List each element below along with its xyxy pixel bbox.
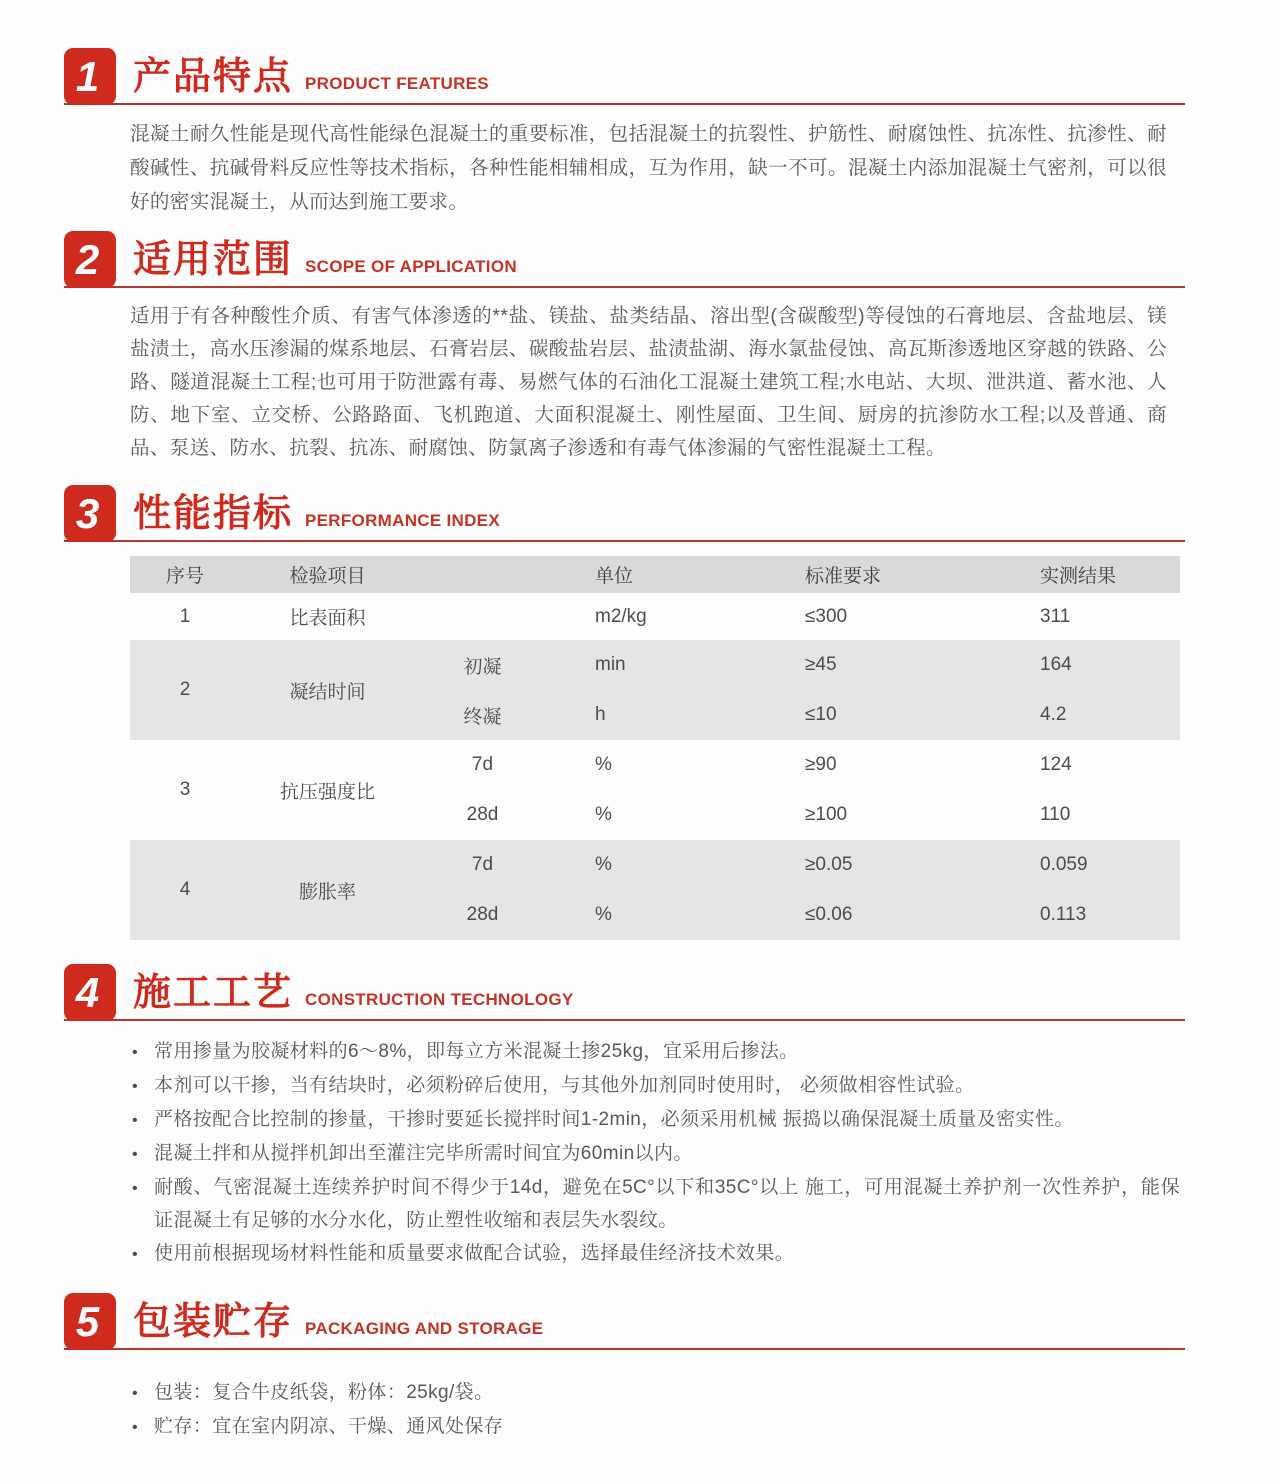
section-number-badge: 2	[64, 231, 116, 288]
bullet-text: 严格按配合比控制的掺量，干掺时要延长搅拌时间1-2min，必须采用机械 振捣以确保混凝土质量及密实性。	[154, 1109, 1074, 1130]
section-title-zh: 包装贮存	[133, 1301, 294, 1343]
section-title-en: CONSTRUCTION TECHNOLOGY	[305, 990, 574, 1009]
cell-result: 311	[1040, 605, 1071, 627]
list-item	[132, 1103, 1180, 1137]
bullet-list	[132, 1035, 1180, 1271]
column-header-unit: 单位	[595, 566, 634, 587]
section-header	[64, 231, 1185, 288]
section-number-badge: 5	[64, 1293, 116, 1350]
cell-sub: 7d	[471, 754, 494, 775]
section-number-badge: 1	[64, 48, 116, 105]
bullet-text: 常用掺量为胶凝材料的6～8%，即每立方米混凝土掺25kg，宜采用后掺法。	[154, 1041, 799, 1062]
section-construction-technology	[0, 964, 1280, 1271]
cell-result: 0.113	[1040, 904, 1087, 925]
cell-seq: 3	[179, 779, 191, 800]
section-title-zh: 适用范围	[133, 239, 294, 281]
cell-unit: min	[595, 654, 626, 675]
section-packaging-and-storage	[0, 1293, 1280, 1444]
bullet-text: 包装：复合牛皮纸袋，粉体：25kg/袋。	[154, 1382, 494, 1403]
section-number-badge: 4	[64, 964, 116, 1021]
section-title-zh: 性能指标	[133, 493, 294, 535]
column-header-item: 检验项目	[289, 566, 366, 587]
table-subrow	[415, 640, 1180, 690]
cell-seq: 1	[179, 605, 191, 627]
bullet-icon: •	[132, 1078, 139, 1095]
table-subrow	[415, 840, 1180, 890]
bullet-text: 本剂可以干掺，当有结块时，必须粉碎后使用，与其他外加剂同时使用时， 必须做相容性试验。	[154, 1075, 975, 1096]
column-header-standard: 标准要求	[805, 566, 882, 587]
list-item	[132, 1035, 1180, 1069]
table-subrow	[415, 890, 1180, 940]
section-scope-of-application	[0, 231, 1280, 465]
list-item	[132, 1137, 1180, 1171]
cell-result: 0.059	[1040, 854, 1088, 875]
table-subrow	[415, 593, 1180, 640]
bullet-icon: •	[132, 1146, 139, 1163]
table-row	[130, 840, 1180, 940]
list-item	[132, 1410, 1180, 1444]
cell-item: 膨胀率	[298, 881, 356, 903]
cell-standard: ≥90	[805, 754, 837, 775]
bullet-icon: •	[132, 1112, 139, 1129]
cell-item: 抗压强度比	[279, 781, 375, 803]
bullet-text: 使用前根据现场材料性能和质量要求做配合试验，选择最佳经济技术效果。	[154, 1243, 795, 1264]
table-subrow	[415, 690, 1180, 740]
section-title-en: SCOPE OF APPLICATION	[305, 257, 517, 276]
cell-standard: ≥45	[805, 654, 837, 675]
bullet-icon: •	[132, 1385, 139, 1402]
cell-seq: 4	[179, 879, 191, 900]
section-paragraph: 混凝土耐久性能是现代高性能绿色混凝土的重要标准，包括混凝土的抗裂性、护筋性、耐腐蚀性、抗冻性、抗渗性、耐酸碱性、抗碱骨料反应性等技术指标，各种性能相辅相成，互为作用，缺一不可。混凝土内添加混凝土气密剂，可以很好的密实混凝土，从而达到施工要求。	[130, 123, 1167, 213]
bullet-text: 混凝土拌和从搅拌机卸出至灌注完毕所需时间宜为60min以内。	[154, 1143, 693, 1164]
section-paragraph: 适用于有各种酸性介质、有害气体渗透的**盐、镁盐、盐类结晶、溶出型(含碳酸型)等侵蚀的石膏地层、含盐地层、镁盐渍土，高水压渗漏的煤系地层、石膏岩层、碳酸盐岩层、盐渍盐湖、海水氯盐侵蚀、高瓦斯渗透地区穿越的铁路、公路、隧道混凝土工程;也可用于防泄露有毒、易燃气体的石油化工混凝土建筑工程;水电站、大坝、泄洪道、蓄水池、人防、地下室、立交桥、公路路面、飞机跑道、大面积混凝土、刚性屋面、卫生间、厨房的抗渗防水工程;以及普通、商品、泵送、防水、抗裂、抗冻、耐腐蚀、防氯离子渗透和有毒气体渗漏的气密性混凝土工程。	[130, 305, 1167, 459]
list-item	[132, 1237, 1180, 1271]
cell-seq: 2	[179, 679, 191, 700]
list-item	[132, 1171, 1180, 1237]
column-header-seq: 序号	[165, 566, 204, 587]
bullet-icon: •	[132, 1180, 139, 1197]
cell-sub: 初凝	[463, 656, 502, 678]
table-subrow	[415, 740, 1180, 790]
table-row	[130, 593, 1180, 640]
section-title-en: PACKAGING AND STORAGE	[305, 1319, 544, 1338]
performance-table	[130, 556, 1180, 940]
cell-item: 比表面积	[289, 608, 366, 629]
table-subrow	[415, 790, 1180, 840]
cell-unit: h	[595, 704, 606, 725]
cell-standard: ≤0.06	[805, 904, 853, 925]
cell-standard: ≤10	[805, 704, 837, 725]
column-header-result: 实测结果	[1040, 566, 1117, 587]
section-performance-index	[0, 485, 1280, 940]
section-header	[64, 964, 1185, 1021]
section-title-zh: 施工工艺	[133, 972, 294, 1014]
bullet-text: 耐酸、气密混凝土连续养护时间不得少于14d，避免在5C°以下和35C°以上 施工，可用混凝土养护剂一次性养护，能保证混凝土有足够的水分水化，防止塑性收缩和表层失水裂纹。	[154, 1177, 1180, 1231]
cell-unit: %	[595, 854, 612, 875]
cell-result: 4.2	[1040, 704, 1067, 725]
section-title-en: PERFORMANCE INDEX	[305, 511, 500, 530]
cell-result: 164	[1040, 654, 1072, 675]
bullet-icon: •	[132, 1419, 139, 1436]
cell-item: 凝结时间	[289, 681, 366, 703]
table-row	[130, 740, 1180, 840]
list-item	[132, 1376, 1180, 1410]
table-header-row	[130, 556, 1180, 593]
cell-sub: 28d	[466, 904, 499, 925]
bullet-text: 贮存：宜在室内阴凉、干燥、通风处保存	[154, 1416, 504, 1437]
section-product-features	[0, 48, 1280, 219]
section-title-zh: 产品特点	[133, 56, 294, 98]
top-margin	[0, 0, 1280, 48]
table-row	[130, 640, 1180, 740]
list-item	[132, 1069, 1180, 1103]
cell-sub: 28d	[466, 804, 499, 825]
cell-unit: %	[595, 754, 612, 775]
cell-result: 110	[1040, 804, 1071, 825]
cell-standard: ≥0.05	[805, 854, 853, 875]
cell-result: 124	[1040, 754, 1072, 775]
cell-unit: %	[595, 904, 612, 925]
bullet-icon: •	[132, 1044, 139, 1061]
cell-unit: %	[595, 804, 612, 825]
section-number-badge: 3	[64, 485, 116, 542]
cell-sub: 7d	[471, 854, 494, 875]
section-header	[64, 485, 1185, 542]
cell-standard: ≤300	[805, 605, 848, 627]
bullet-icon: •	[132, 1246, 139, 1263]
section-header	[64, 48, 1185, 105]
bullet-list	[132, 1376, 1180, 1444]
section-title-en: PRODUCT FEATURES	[305, 74, 489, 93]
cell-sub: 终凝	[463, 706, 502, 728]
section-header	[64, 1293, 1185, 1350]
cell-unit: m2/kg	[595, 605, 647, 627]
cell-standard: ≥100	[805, 804, 848, 825]
